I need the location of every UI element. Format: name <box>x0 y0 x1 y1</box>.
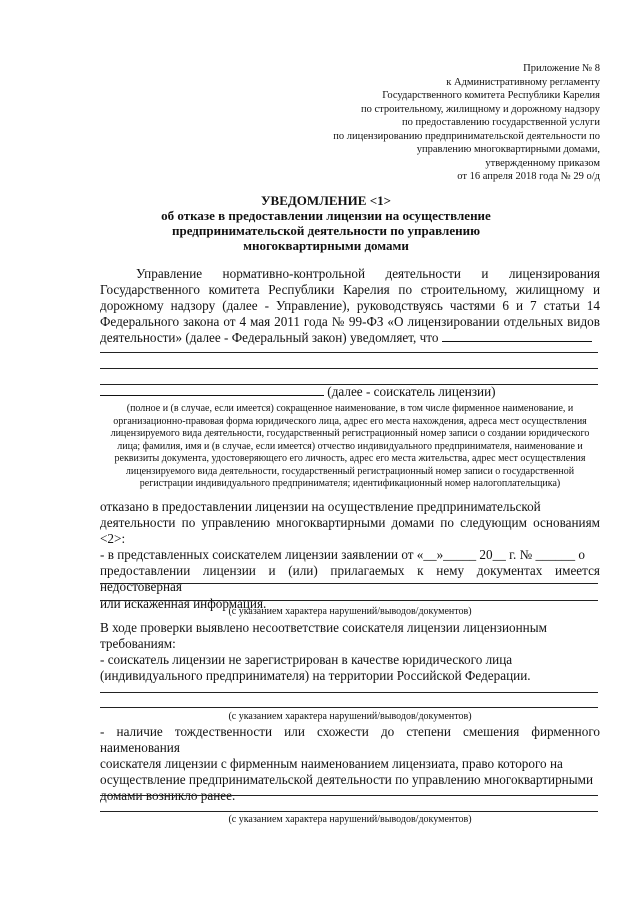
appendix-header <box>300 62 600 184</box>
header-line: Приложение № 8 <box>523 63 600 74</box>
refusal-paragraph <box>100 499 600 612</box>
violation-note: (с указанием характера нарушений/выводов/документов) <box>228 606 472 617</box>
blank-line[interactable] <box>100 707 598 708</box>
ground2-line: - соискатель лицензии не зарегистрирован в качестве юридического лица <box>100 652 513 668</box>
header-line: от 16 апреля 2018 года № 29 о/д <box>457 171 600 182</box>
blank-line[interactable] <box>100 368 598 369</box>
refusal-line: отказано в предоставлении лицензии на осуществление предпринимательской <box>100 499 541 514</box>
header-line: управлению многоквартирными домами, <box>416 144 600 155</box>
ground3-line: осуществление предпринимательской деятельности по управлению многоквартирными <box>100 772 594 788</box>
ground1-line: предоставлении лицензии и (или) прилагаемых к нему документах имеется недостоверная <box>100 563 600 595</box>
title-line: УВЕДОМЛЕНИЕ <1> <box>260 193 392 208</box>
header-line: Государственного комитета Республики Карелия <box>382 90 600 101</box>
ground2-line: В ходе проверки выявлено несоответствие соискателя лицензии лицензионным <box>100 620 547 635</box>
header-line: по строительному, жилищному и дорожному надзору <box>360 103 600 115</box>
blank-line[interactable] <box>100 795 598 796</box>
header-line: утвержденному приказом <box>485 157 600 169</box>
ground3-line: соискателя лицензии с фирменным наименованием лицензиата, право которого на <box>100 756 563 772</box>
header-line: по лицензированию предпринимательской деятельности по <box>333 130 600 142</box>
ground2-line: требованиям: <box>100 636 176 652</box>
blank-line[interactable] <box>100 600 598 601</box>
violation-note: (с указанием характера нарушений/выводов/документов) <box>228 711 472 722</box>
applicant-fill-blank[interactable] <box>100 384 324 396</box>
ground3-paragraph <box>100 724 600 804</box>
applicant-line <box>100 384 600 400</box>
header-line: к Административному регламенту <box>446 76 600 88</box>
intro-paragraph <box>100 266 600 346</box>
blank-line[interactable] <box>100 692 598 693</box>
ground3-line: - наличие тождественности или схожести до степени смешения фирменного наименования <box>100 724 600 756</box>
violation-note: (с указанием характера нарушений/выводов/документов) <box>228 814 472 825</box>
header-line: по предоставлению государственной услуги <box>402 117 600 128</box>
blank-line[interactable] <box>100 583 598 584</box>
ground3-line: домами возникло ранее. <box>100 788 236 804</box>
ground1-line: или искаженная информация. <box>100 595 267 611</box>
applicant-label: (далее - соискатель лицензии) <box>327 384 496 399</box>
ground1-line: - в представленных соискателем лицензии заявлении от «__»_____ 20__ г. № ______ о <box>100 547 585 563</box>
blank-line[interactable] <box>100 811 598 812</box>
ground2-paragraph <box>100 620 600 684</box>
title-line: предпринимательской деятельности по управлению <box>171 223 481 238</box>
document-title <box>96 193 556 253</box>
applicant-note: (полное и (в случае, если имеется) сокращенное наименование, в том числе фирменное наименование, и организационно-правовая форма юридического лица, адрес его места нахождения, адреса мест осуществления лицензируемого вида деятельности, государственный регистрационный номер записи о создании юридического лица; фамилия, имя и (в случае, если имеется) отчество индивидуального предпринимателя, наименование и реквизиты документа, удостоверяющего его личность, адрес его места жительства, адрес мест осуществления лицензируемого вида деятельности, государственный регистрационный номер записи о государственной регистрации индивидуального предпринимателя; идентификационный номер налогоплательщика) <box>110 403 590 489</box>
ground2-line: (индивидуального предпринимателя) на территории Российской Федерации. <box>100 668 531 684</box>
title-line: многоквартирными домами <box>243 238 409 253</box>
intro-fill-blank[interactable] <box>442 330 592 342</box>
blank-line[interactable] <box>100 352 598 353</box>
title-line: об отказе в предоставлении лицензии на осуществление <box>161 208 491 223</box>
refusal-line: деятельности по управлению многоквартирными домами по следующим основаниям <2>: <box>100 515 600 547</box>
intro-text: Управление нормативно-контрольной деятельности и лицензирования Государственного комитета Республики Карелия по строительному, жилищному и дорожному надзору (далее - Управление), руководствуясь частями 6 и 7 статьи 14 Федерального закона от 4 мая 2011 года № 99-ФЗ «О лицензировании отдельных видов деятельности» (далее - Федеральный закон) уведомляет, что <box>100 266 600 346</box>
